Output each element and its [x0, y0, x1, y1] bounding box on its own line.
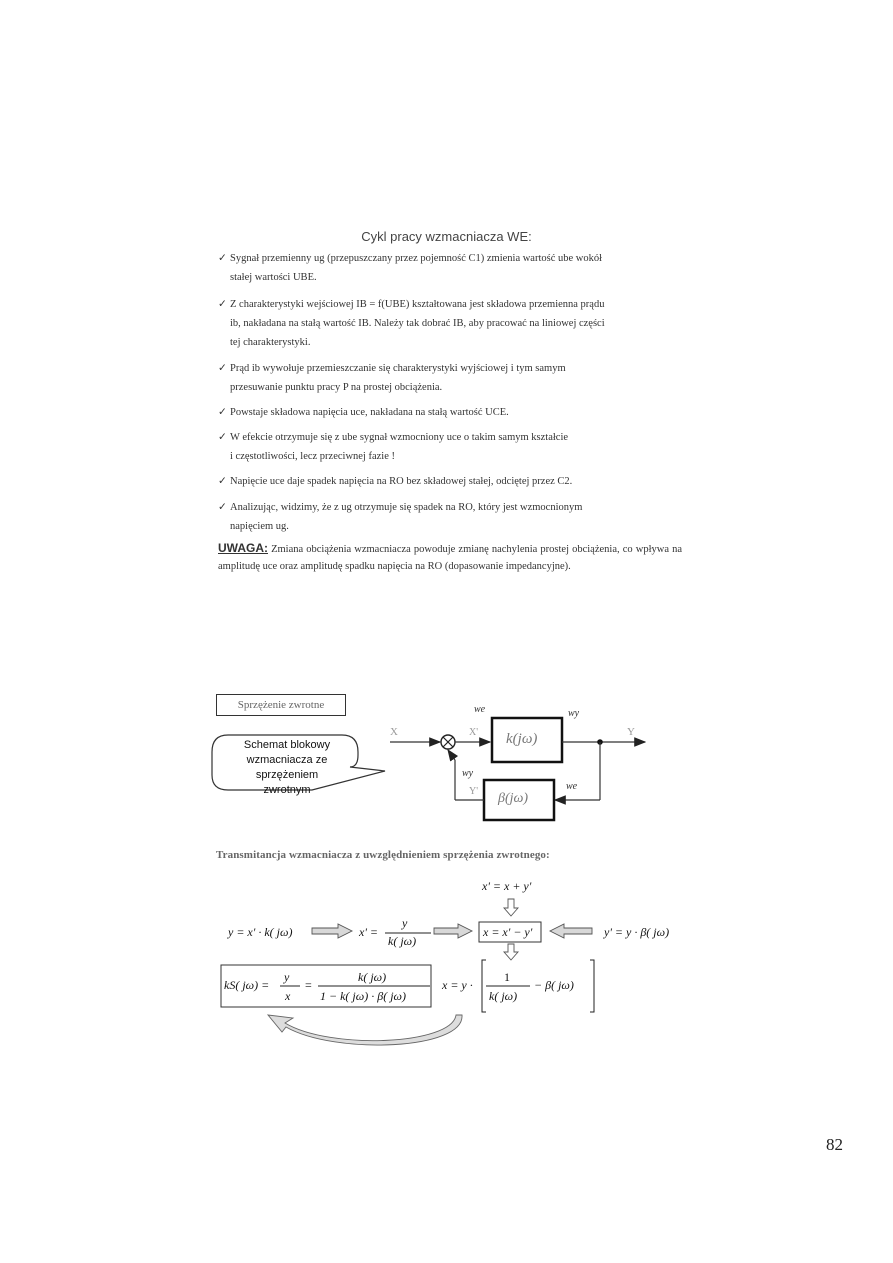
- arrow-down-icon: [504, 944, 518, 960]
- item-text: przesuwanie punktu pracy P na prostej obciążenia.: [230, 382, 443, 393]
- label-we-bottom: we: [566, 781, 578, 792]
- equation: y' = y · β( jω): [604, 925, 670, 939]
- item-text: napięciem ug.: [230, 521, 289, 532]
- item-text: stałej wartości UBE.: [230, 272, 317, 283]
- arrow-down-icon: [504, 899, 518, 916]
- label-x: X: [390, 726, 398, 738]
- label-x-prime: X': [469, 727, 479, 738]
- check-icon: ✓: [218, 476, 227, 487]
- item-text: Prąd ib wywołuje przemieszczanie się charakterystyki wyjściowej i tym samym: [230, 363, 566, 374]
- arrow-right-icon: [434, 924, 472, 938]
- section-title: Transmitancja wzmacniacza z uwzględnieniem sprzężenia zwrotnego:: [216, 849, 550, 861]
- equation: x: [285, 989, 291, 1003]
- equation: y: [284, 970, 290, 984]
- equation: x = x' − y': [483, 925, 533, 939]
- check-icon: ✓: [218, 432, 227, 443]
- label-we-top: we: [474, 704, 486, 715]
- check-icon: ✓: [218, 407, 227, 418]
- equation: x = y ·: [442, 978, 473, 992]
- section-label: Sprzężenie zwrotne: [216, 694, 346, 716]
- arrow-right-icon: [312, 924, 352, 938]
- item-text: Sygnał przemienny ug (przepuszczany przez pojemność C1) zmienia wartość ube wokół: [230, 253, 603, 264]
- item-text: Powstaje składowa napięcia uce, nakładana na stałą wartość UCE.: [230, 407, 509, 418]
- check-icon: ✓: [218, 299, 227, 310]
- item-text: i częstotliwości, lecz przeciwnej fazie !: [230, 451, 395, 462]
- page-title: Cykl pracy wzmacniacza WE:: [361, 229, 532, 244]
- item-text: ib, nakładana na stałą wartość IB. Należy tak dobrać IB, aby pracować na liniowej części: [230, 318, 605, 329]
- equation: y: [402, 916, 408, 930]
- label-y-prime: Y': [469, 786, 479, 797]
- equation: x' =: [359, 925, 378, 939]
- label-wy-top: wy: [568, 708, 580, 719]
- page-number: 82: [826, 1135, 843, 1154]
- item-text: Analizując, widzimy, że z ug otrzymuje się spadek na RO, który jest wzmocnionym: [230, 502, 583, 513]
- label-wy-bottom: wy: [462, 768, 474, 779]
- curved-arrow-icon: [268, 1015, 462, 1045]
- equation: x' = x + y': [482, 879, 532, 893]
- equation: y = x' · k( jω): [228, 925, 293, 939]
- equation: k( jω): [489, 989, 518, 1003]
- check-icon: ✓: [218, 502, 227, 513]
- callout-text: Schemat blokowy wzmacniacza ze sprzężeniem zwrotnym: [243, 739, 331, 796]
- k-block-label: k(jω): [506, 731, 538, 747]
- check-icon: ✓: [218, 253, 227, 264]
- item-text: Z charakterystyki wejściowej IB = f(UBE) kształtowana jest składowa przemienna prądu: [230, 299, 605, 310]
- item-text: tej charakterystyki.: [230, 337, 311, 348]
- equation: kS( jω) =: [224, 978, 270, 992]
- equation: =: [305, 978, 312, 992]
- equation: 1 − k( jω) · β( jω): [320, 989, 406, 1003]
- note-label: UWAGA:: [218, 541, 268, 555]
- equation: k( jω): [388, 934, 417, 948]
- label-y: Y: [627, 726, 635, 738]
- check-icon: ✓: [218, 363, 227, 374]
- item-text: Napięcie uce daje spadek napięcia na RO bez składowej stałej, odciętej przez C2.: [230, 476, 573, 487]
- equation: − β( jω): [534, 978, 574, 992]
- equation: 1: [504, 970, 510, 984]
- note-text: Zmiana obciążenia wzmacniacza powoduje zmianę nachylenia prostej obciążenia, co wpływa na amplitudę uce oraz amplitudę spadku napięcia na RO (dopasowanie impedancyjne).: [218, 544, 682, 572]
- item-text: W efekcie otrzymuje się z ube sygnał wzmocniony uce o takim samym kształcie: [230, 432, 569, 443]
- beta-block-label: β(jω): [498, 791, 529, 806]
- arrow-left-icon: [550, 924, 592, 938]
- equation: k( jω): [358, 970, 387, 984]
